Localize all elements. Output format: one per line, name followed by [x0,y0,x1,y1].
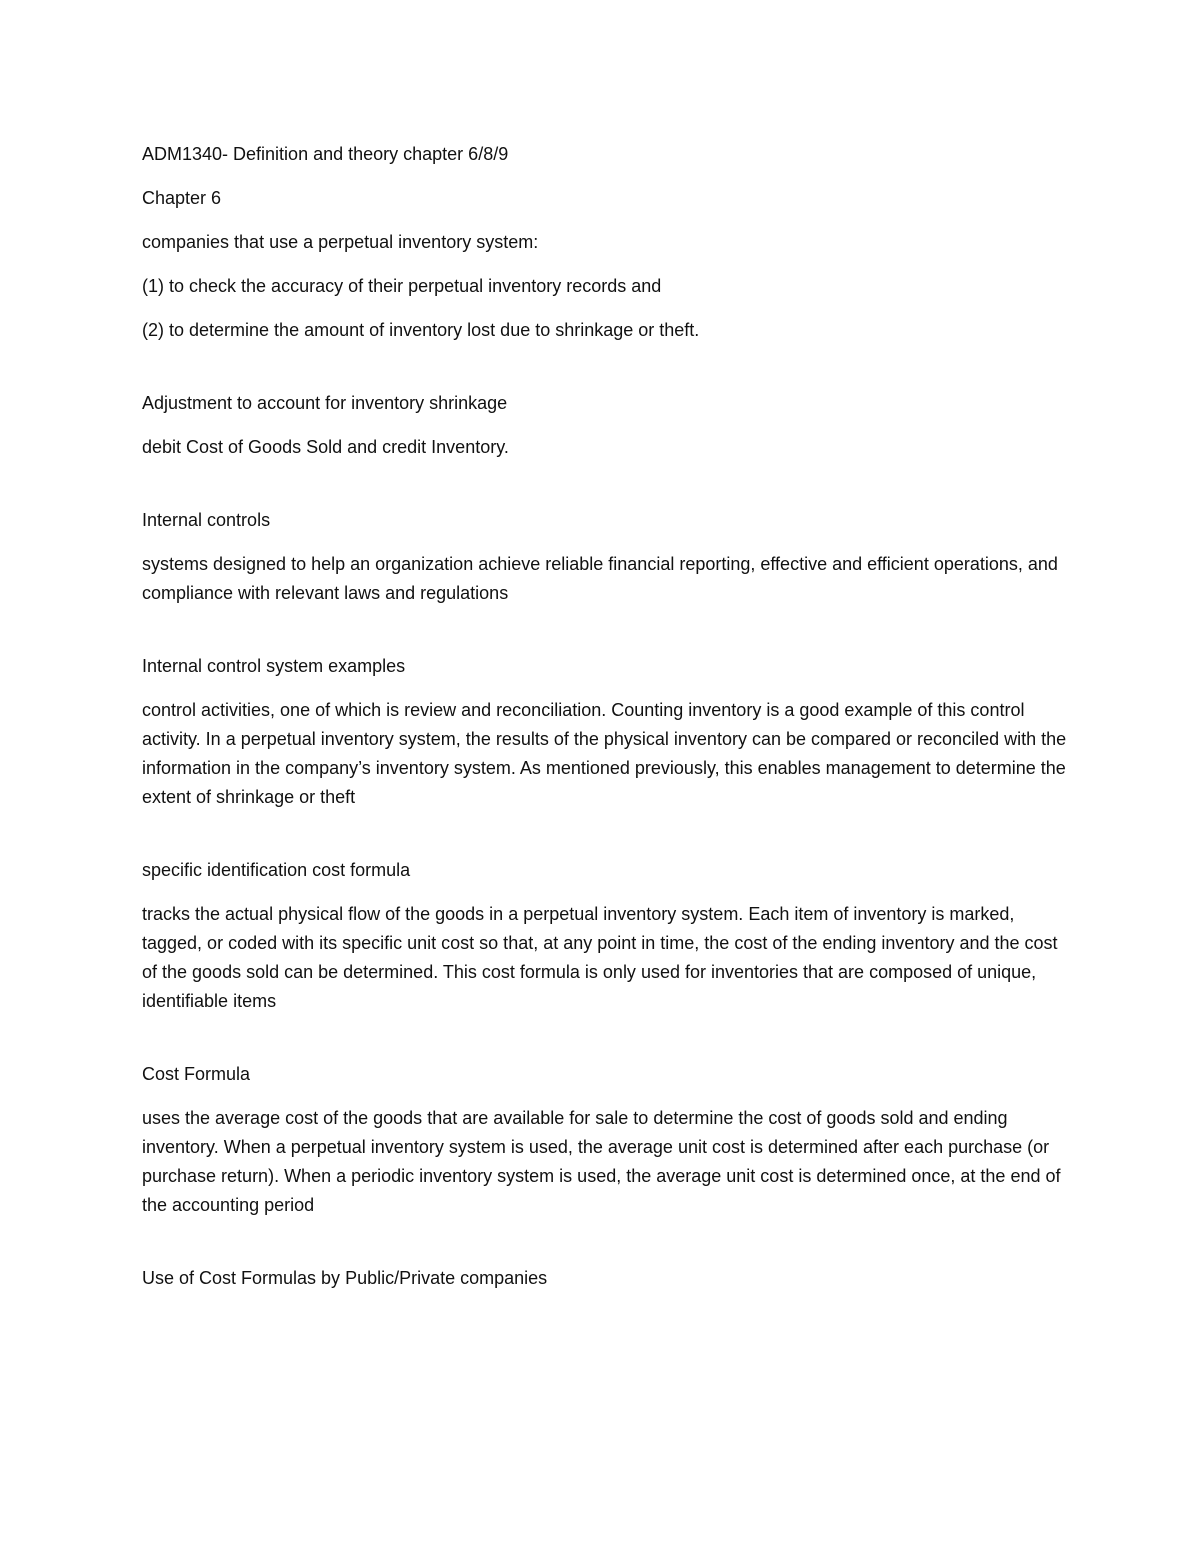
section-body-shrinkage: debit Cost of Goods Sold and credit Inventory. [142,437,509,457]
section-heading-shrinkage: Adjustment to account for inventory shrinkage [142,393,508,413]
section-body-specific-identification: tracks the actual physical flow of the goods in a perpetual inventory system. Each item of inventory is marked, tagged, or coded with its specific unit cost so that, at any point in time, the cost of the ending inventory and the cost of the goods sold can be determined. This cost formula is only used for inventories that are composed of unique, identifiable items [142,904,1058,1011]
point-one: (1) to check the accuracy of their perpetual inventory records and [142,276,662,296]
section-body-cost-formula: uses the average cost of the goods that are available for sale to determine the cost of goods sold and ending inventory. When a perpetual inventory system is used, the average unit cost is determined after each purchase (or purchase return). When a periodic inventory system is used, the average unit cost is determined once, at the end of the accounting period [142,1108,1061,1215]
point-two: (2) to determine the amount of inventory lost due to shrinkage or theft. [142,320,700,340]
section-heading-specific-identification: specific identification cost formula [142,860,411,880]
chapter-heading: Chapter 6 [142,188,222,208]
intro-text: companies that use a perpetual inventory system: [142,232,539,252]
document-title: ADM1340- Definition and theory chapter 6/8/9 [142,144,509,164]
section-body-control-examples: control activities, one of which is review and reconciliation. Counting inventory is a good example of this control activity. In a perpetual inventory system, the results of the physical inventory can be compared or reconciled with the information in the company’s inventory system. As mentioned previously, this enables management to determine the extent of shrinkage or theft [142,700,1067,807]
section-body-internal-controls: systems designed to help an organization achieve reliable financial reporting, effective and efficient operations, and compliance with relevant laws and regulations [142,554,1058,603]
section-heading-control-examples: Internal control system examples [142,656,406,676]
section-heading-public-private: Use of Cost Formulas by Public/Private companies [142,1268,548,1288]
document-content [142,140,1072,1293]
section-heading-internal-controls: Internal controls [142,510,271,530]
section-heading-cost-formula: Cost Formula [142,1064,251,1084]
